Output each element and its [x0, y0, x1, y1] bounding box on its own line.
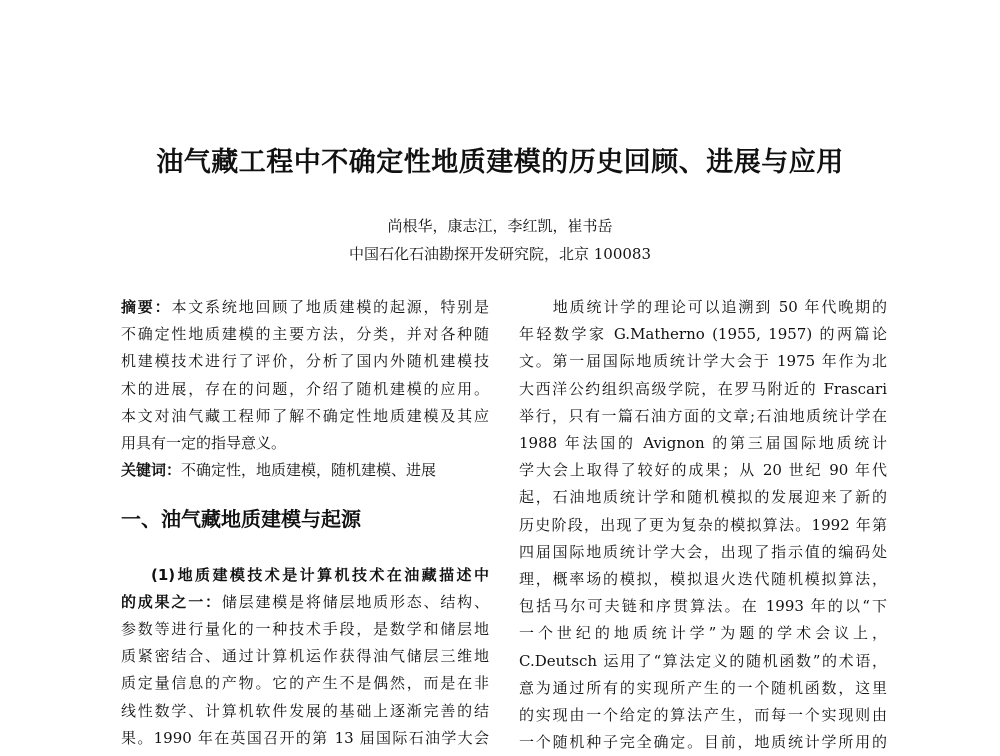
- abstract-label: 摘要：: [121, 298, 172, 316]
- keywords-label: 关键词：: [121, 461, 182, 480]
- section-body-line: 质定量信息的产物。它的产生不是偶然，而是在非: [121, 674, 489, 693]
- body-line: 起，石油地质统计学和随机模拟的发展迎来了新的: [519, 488, 887, 507]
- body-line: 地质统计学的理论可以追溯到 50 年代晚期的: [519, 298, 887, 316]
- body-line: 一个世纪的地质统计学”为题的学术会议上，: [519, 624, 887, 643]
- body-line: 意为通过所有的实现所产生的一个随机函数，这里: [519, 678, 887, 697]
- affiliation: 中国石化石油勘探开发研究院，北京 100083: [348, 245, 652, 263]
- left-column: [121, 294, 489, 752]
- abstract-line: 术的进展，存在的问题，介绍了随机建模的应用。: [121, 379, 489, 398]
- body-line: 历史阶段，出现了更为复杂的模拟算法。1992 年第: [519, 515, 887, 534]
- section-heading: 一、油气藏地质建模与起源: [121, 507, 361, 532]
- abstract-line: 用具有一定的指导意义。: [121, 434, 287, 453]
- section-body-line: 质紧密结合、通过计算机运作获得油气储层三维地: [121, 647, 489, 666]
- body-line: 的实现由一个给定的算法产生，而每一个实现则由: [519, 706, 887, 725]
- section-body-line: 参数等进行量化的一种技术手段，是数学和储层地: [121, 620, 489, 639]
- abstract-line: [121, 294, 489, 321]
- body-line: 包括马尔可夫链和序贯算法。在 1993 年的以“下: [519, 597, 887, 616]
- paper-title: 油气藏工程中不确定性地质建模的历史回顾、进展与应用: [156, 147, 844, 178]
- section-text: 储层建模是将储层地质形态、结构、: [221, 592, 489, 611]
- abstract-text: 本文系统地回顾了地质建模的起源，特别是: [171, 298, 489, 316]
- abstract-line: 本文对油气藏工程师了解不确定性地质建模及其应: [121, 406, 489, 425]
- section-bold-text: 的成果之一：: [121, 592, 222, 611]
- body-line: 大西洋公约组织高级学院，在罗马附近的 Frascari: [519, 379, 887, 398]
- keywords-line: [121, 457, 489, 484]
- abstract-line: 机建模技术进行了评价，分析了国内外随机建模技: [121, 352, 489, 371]
- keywords-text: 不确定性，地质建模，随机建模、进展: [181, 461, 437, 480]
- right-column: [519, 294, 887, 756]
- body-line: 1988 年法国的 Avignon 的第三届国际地质统计: [519, 434, 887, 453]
- body-line: 文。第一届国际地质统计学大会于 1975 年作为北: [519, 352, 887, 371]
- body-line: C.Deutsch 运用了“算法定义的随机函数”的术语，: [519, 651, 887, 670]
- body-line: 四届国际地质统计学大会，出现了指示值的编码处: [519, 542, 887, 561]
- body-line: 一个随机种子完全确定。目前，地质统计学所用的: [519, 733, 887, 752]
- body-line: 举行，只有一篇石油方面的文章;石油地质统计学在: [519, 406, 887, 425]
- author-list: 尚根华，康志江，李红凯，崔书岳: [387, 217, 613, 235]
- section-body-line: (1)地质建模技术是计算机技术在油藏描述中: [151, 565, 489, 584]
- body-line: 年轻数学家 G.Matherno (1955, 1957) 的两篇论: [519, 325, 887, 344]
- abstract-line: 不确定性地质建模的主要方法，分类，并对各种随: [121, 325, 489, 344]
- section-body-line: 果。1990 年在英国召开的第 13 届国际石油学大会: [121, 728, 489, 747]
- body-line: 理，概率场的模拟，模拟退火迭代随机模拟算法，: [519, 570, 887, 589]
- body-line: 学大会上取得了较好的成果；从 20 世纪 90 年代: [519, 461, 887, 480]
- section-body-line: [121, 589, 489, 616]
- section-body-line: 线性数学、计算机软件发展的基础上逐渐完善的结: [121, 701, 489, 720]
